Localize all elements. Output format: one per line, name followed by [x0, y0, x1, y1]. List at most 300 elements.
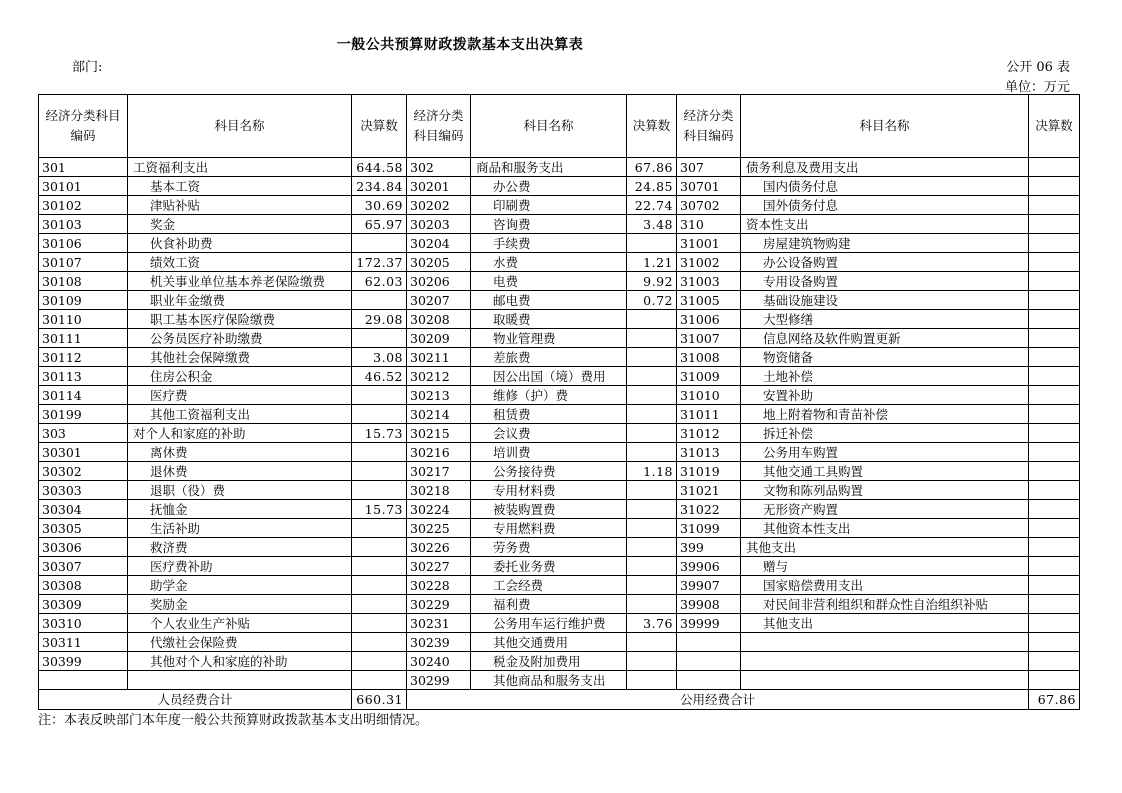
- amount-cell-2: 3.48: [627, 215, 677, 234]
- amount-cell-3: [1029, 462, 1080, 481]
- amount-cell-2: 1.18: [627, 462, 677, 481]
- amount-cell-3: [1029, 614, 1080, 633]
- code-cell-1: 30199: [39, 405, 128, 424]
- code-cell-1: 30110: [39, 310, 128, 329]
- amount-cell-1: [352, 234, 407, 253]
- table-row: [39, 310, 1080, 329]
- code-cell-3: [677, 671, 741, 690]
- name-cell-1: 津贴补贴: [128, 196, 352, 215]
- code-cell-2: 30207: [407, 291, 471, 310]
- amount-cell-1: 15.73: [352, 500, 407, 519]
- code-cell-3: 31003: [677, 272, 741, 291]
- table-row: [39, 576, 1080, 595]
- code-cell-1: 30101: [39, 177, 128, 196]
- code-cell-3: 31006: [677, 310, 741, 329]
- code-cell-2: 30228: [407, 576, 471, 595]
- table-row: [39, 538, 1080, 557]
- name-cell-1: 生活补助: [128, 519, 352, 538]
- table-row: [39, 272, 1080, 291]
- table-row: [39, 234, 1080, 253]
- header-amount-2: 决算数: [627, 95, 677, 158]
- amount-cell-3: [1029, 424, 1080, 443]
- name-cell-3: 办公设备购置: [741, 253, 1029, 272]
- code-cell-2: 30209: [407, 329, 471, 348]
- amount-cell-3: [1029, 652, 1080, 671]
- code-cell-2: 30229: [407, 595, 471, 614]
- amount-cell-1: 29.08: [352, 310, 407, 329]
- amount-cell-2: [627, 329, 677, 348]
- amount-cell-3: [1029, 500, 1080, 519]
- footnote: 注：本表反映部门本年度一般公共预算财政拨款基本支出明细情况。: [38, 713, 429, 728]
- amount-cell-3: [1029, 367, 1080, 386]
- totals-row: [39, 690, 1080, 710]
- code-cell-2: 30240: [407, 652, 471, 671]
- code-cell-2: 30216: [407, 443, 471, 462]
- code-cell-2: 30227: [407, 557, 471, 576]
- code-cell-1: 30304: [39, 500, 128, 519]
- code-cell-1: 30399: [39, 652, 128, 671]
- table-row: [39, 177, 1080, 196]
- amount-cell-3: [1029, 348, 1080, 367]
- name-cell-1: 职业年金缴费: [128, 291, 352, 310]
- code-cell-3: [677, 652, 741, 671]
- header-amount-3: 决算数: [1029, 95, 1080, 158]
- code-cell-1: 30303: [39, 481, 128, 500]
- code-cell-3: 30701: [677, 177, 741, 196]
- code-cell-2: 30211: [407, 348, 471, 367]
- table-row: [39, 367, 1080, 386]
- name-cell-3: 对民间非营利组织和群众性自治组织补贴: [741, 595, 1029, 614]
- name-cell-1: 奖金: [128, 215, 352, 234]
- name-cell-3: 物资储备: [741, 348, 1029, 367]
- table-row: [39, 557, 1080, 576]
- name-cell-2: 专用材料费: [471, 481, 627, 500]
- amount-cell-1: [352, 519, 407, 538]
- amount-cell-1: [352, 633, 407, 652]
- unit-label: 单位：万元: [1004, 80, 1070, 95]
- code-cell-3: 31099: [677, 519, 741, 538]
- amount-cell-3: [1029, 329, 1080, 348]
- expenditure-table: [38, 94, 1080, 710]
- name-cell-2: 租赁费: [471, 405, 627, 424]
- code-cell-1: 30108: [39, 272, 128, 291]
- name-cell-1: 退职（役）费: [128, 481, 352, 500]
- amount-cell-2: 0.72: [627, 291, 677, 310]
- name-cell-1: 助学金: [128, 576, 352, 595]
- name-cell-3: 国外债务付息: [741, 196, 1029, 215]
- code-cell-2: 30217: [407, 462, 471, 481]
- table-row: [39, 671, 1080, 690]
- code-cell-1: 30305: [39, 519, 128, 538]
- code-cell-3: 31009: [677, 367, 741, 386]
- code-cell-1: 30311: [39, 633, 128, 652]
- code-cell-1: 30103: [39, 215, 128, 234]
- name-cell-1: 公务员医疗补助缴费: [128, 329, 352, 348]
- code-cell-1: 30308: [39, 576, 128, 595]
- amount-cell-3: [1029, 272, 1080, 291]
- table-row: [39, 253, 1080, 272]
- code-cell-3: 39906: [677, 557, 741, 576]
- code-cell-1: 30309: [39, 595, 128, 614]
- public-total-value: 67.86: [1029, 690, 1080, 710]
- code-cell-2: 30206: [407, 272, 471, 291]
- name-cell-1: [128, 671, 352, 690]
- table-row: [39, 519, 1080, 538]
- table-row: [39, 158, 1080, 177]
- table-row: [39, 215, 1080, 234]
- amount-cell-3: [1029, 481, 1080, 500]
- name-cell-3: 公务用车购置: [741, 443, 1029, 462]
- amount-cell-3: [1029, 253, 1080, 272]
- name-cell-2: 培训费: [471, 443, 627, 462]
- code-cell-3: 39908: [677, 595, 741, 614]
- table-row: [39, 291, 1080, 310]
- amount-cell-1: [352, 595, 407, 614]
- code-cell-3: 31010: [677, 386, 741, 405]
- code-cell-1: 30107: [39, 253, 128, 272]
- amount-cell-2: [627, 443, 677, 462]
- name-cell-3: [741, 633, 1029, 652]
- amount-cell-2: [627, 234, 677, 253]
- name-cell-1: 医疗费补助: [128, 557, 352, 576]
- name-cell-1: 离休费: [128, 443, 352, 462]
- name-cell-3: 拆迁补偿: [741, 424, 1029, 443]
- amount-cell-2: [627, 367, 677, 386]
- amount-cell-3: [1029, 671, 1080, 690]
- amount-cell-3: [1029, 557, 1080, 576]
- name-cell-3: 大型修缮: [741, 310, 1029, 329]
- code-cell-2: 30204: [407, 234, 471, 253]
- name-cell-3: 其他支出: [741, 538, 1029, 557]
- name-cell-1: 职工基本医疗保险缴费: [128, 310, 352, 329]
- code-cell-3: 31002: [677, 253, 741, 272]
- amount-cell-1: [352, 481, 407, 500]
- header-name-3: 科目名称: [741, 95, 1029, 158]
- amount-cell-2: 9.92: [627, 272, 677, 291]
- amount-cell-1: 234.84: [352, 177, 407, 196]
- table-row: [39, 196, 1080, 215]
- name-cell-2: 劳务费: [471, 538, 627, 557]
- code-cell-2: 30215: [407, 424, 471, 443]
- amount-cell-1: [352, 576, 407, 595]
- name-cell-1: 退休费: [128, 462, 352, 481]
- name-cell-3: 基础设施建设: [741, 291, 1029, 310]
- name-cell-2: 维修（护）费: [471, 386, 627, 405]
- header-code-1: 经济分类科目编码: [39, 95, 128, 158]
- name-cell-3: [741, 671, 1029, 690]
- code-cell-1: [39, 671, 128, 690]
- amount-cell-2: 24.85: [627, 177, 677, 196]
- amount-cell-3: [1029, 538, 1080, 557]
- header-code-3: 经济分类科目编码: [677, 95, 741, 158]
- name-cell-2: 办公费: [471, 177, 627, 196]
- name-cell-1: 抚恤金: [128, 500, 352, 519]
- name-cell-3: 文物和陈列品购置: [741, 481, 1029, 500]
- department-label: 部门:: [72, 60, 103, 75]
- amount-cell-1: [352, 671, 407, 690]
- amount-cell-2: 22.74: [627, 196, 677, 215]
- name-cell-1: 奖励金: [128, 595, 352, 614]
- amount-cell-1: [352, 405, 407, 424]
- amount-cell-1: [352, 386, 407, 405]
- name-cell-3: 国内债务付息: [741, 177, 1029, 196]
- amount-cell-1: [352, 329, 407, 348]
- name-cell-2: 电费: [471, 272, 627, 291]
- code-cell-3: 39999: [677, 614, 741, 633]
- header-name-1: 科目名称: [128, 95, 352, 158]
- code-cell-3: 31013: [677, 443, 741, 462]
- code-cell-1: 30114: [39, 386, 128, 405]
- name-cell-2: 手续费: [471, 234, 627, 253]
- amount-cell-3: [1029, 386, 1080, 405]
- name-cell-2: 税金及附加费用: [471, 652, 627, 671]
- name-cell-2: 公务接待费: [471, 462, 627, 481]
- amount-cell-2: [627, 348, 677, 367]
- amount-cell-3: [1029, 177, 1080, 196]
- name-cell-3: 专用设备购置: [741, 272, 1029, 291]
- name-cell-2: 福利费: [471, 595, 627, 614]
- code-cell-2: 30225: [407, 519, 471, 538]
- code-cell-2: 30205: [407, 253, 471, 272]
- amount-cell-1: 30.69: [352, 196, 407, 215]
- amount-cell-2: [627, 386, 677, 405]
- header-amount-1: 决算数: [352, 95, 407, 158]
- name-cell-2: 工会经费: [471, 576, 627, 595]
- name-cell-1: 伙食补助费: [128, 234, 352, 253]
- name-cell-2: 委托业务费: [471, 557, 627, 576]
- personnel-total-value: 660.31: [352, 690, 407, 710]
- amount-cell-1: [352, 443, 407, 462]
- table-row: [39, 386, 1080, 405]
- code-cell-1: 303: [39, 424, 128, 443]
- amount-cell-1: [352, 538, 407, 557]
- code-cell-1: 30113: [39, 367, 128, 386]
- table-row: [39, 462, 1080, 481]
- name-cell-2: 物业管理费: [471, 329, 627, 348]
- code-cell-1: 301: [39, 158, 128, 177]
- amount-cell-1: [352, 614, 407, 633]
- amount-cell-2: [627, 405, 677, 424]
- name-cell-3: 地上附着物和青苗补偿: [741, 405, 1029, 424]
- name-cell-1: 代缴社会保险费: [128, 633, 352, 652]
- code-cell-2: 30226: [407, 538, 471, 557]
- code-cell-2: 30213: [407, 386, 471, 405]
- amount-cell-3: [1029, 443, 1080, 462]
- name-cell-3: 土地补偿: [741, 367, 1029, 386]
- table-row: [39, 614, 1080, 633]
- amount-cell-1: 46.52: [352, 367, 407, 386]
- name-cell-2: 商品和服务支出: [471, 158, 627, 177]
- name-cell-2: 差旅费: [471, 348, 627, 367]
- amount-cell-3: [1029, 519, 1080, 538]
- amount-cell-2: [627, 519, 677, 538]
- amount-cell-2: [627, 595, 677, 614]
- code-cell-3: 31022: [677, 500, 741, 519]
- amount-cell-1: [352, 462, 407, 481]
- table-row: [39, 595, 1080, 614]
- code-cell-2: 30202: [407, 196, 471, 215]
- name-cell-2: 印刷费: [471, 196, 627, 215]
- header-code-2: 经济分类科目编码: [407, 95, 471, 158]
- name-cell-2: 专用燃料费: [471, 519, 627, 538]
- code-cell-2: 30218: [407, 481, 471, 500]
- header-name-2: 科目名称: [471, 95, 627, 158]
- name-cell-2: 被装购置费: [471, 500, 627, 519]
- table-number: 公开 06 表: [1006, 60, 1070, 75]
- amount-cell-2: [627, 633, 677, 652]
- amount-cell-3: [1029, 633, 1080, 652]
- name-cell-1: 医疗费: [128, 386, 352, 405]
- amount-cell-3: [1029, 595, 1080, 614]
- code-cell-1: 30112: [39, 348, 128, 367]
- code-cell-2: 30212: [407, 367, 471, 386]
- name-cell-1: 住房公积金: [128, 367, 352, 386]
- amount-cell-3: [1029, 310, 1080, 329]
- name-cell-3: 赠与: [741, 557, 1029, 576]
- code-cell-3: 31007: [677, 329, 741, 348]
- code-cell-1: 30102: [39, 196, 128, 215]
- name-cell-2: 其他商品和服务支出: [471, 671, 627, 690]
- table-row: [39, 405, 1080, 424]
- amount-cell-1: [352, 557, 407, 576]
- amount-cell-3: [1029, 234, 1080, 253]
- amount-cell-3: [1029, 196, 1080, 215]
- name-cell-3: [741, 652, 1029, 671]
- amount-cell-3: [1029, 405, 1080, 424]
- amount-cell-3: [1029, 158, 1080, 177]
- name-cell-1: 工资福利支出: [128, 158, 352, 177]
- table-body: [39, 158, 1080, 690]
- amount-cell-3: [1029, 215, 1080, 234]
- name-cell-1: 其他社会保障缴费: [128, 348, 352, 367]
- name-cell-1: 机关事业单位基本养老保险缴费: [128, 272, 352, 291]
- personnel-total-label: 人员经费合计: [39, 690, 352, 710]
- code-cell-2: 30214: [407, 405, 471, 424]
- amount-cell-1: 15.73: [352, 424, 407, 443]
- name-cell-3: 国家赔偿费用支出: [741, 576, 1029, 595]
- name-cell-2: 因公出国（境）费用: [471, 367, 627, 386]
- name-cell-1: 其他对个人和家庭的补助: [128, 652, 352, 671]
- amount-cell-2: [627, 652, 677, 671]
- code-cell-2: 30231: [407, 614, 471, 633]
- code-cell-3: 39907: [677, 576, 741, 595]
- name-cell-1: 其他工资福利支出: [128, 405, 352, 424]
- table-row: [39, 348, 1080, 367]
- name-cell-3: 其他交通工具购置: [741, 462, 1029, 481]
- name-cell-2: 咨询费: [471, 215, 627, 234]
- code-cell-3: 30702: [677, 196, 741, 215]
- table-row: [39, 424, 1080, 443]
- amount-cell-2: 3.76: [627, 614, 677, 633]
- amount-cell-2: [627, 310, 677, 329]
- code-cell-2: 30224: [407, 500, 471, 519]
- name-cell-1: 基本工资: [128, 177, 352, 196]
- code-cell-3: 31008: [677, 348, 741, 367]
- amount-cell-2: 1.21: [627, 253, 677, 272]
- name-cell-2: 水费: [471, 253, 627, 272]
- name-cell-3: 其他资本性支出: [741, 519, 1029, 538]
- code-cell-1: 30306: [39, 538, 128, 557]
- amount-cell-2: [627, 424, 677, 443]
- amount-cell-1: [352, 652, 407, 671]
- code-cell-1: 30301: [39, 443, 128, 462]
- name-cell-3: 无形资产购置: [741, 500, 1029, 519]
- amount-cell-1: [352, 291, 407, 310]
- code-cell-1: 30109: [39, 291, 128, 310]
- code-cell-3: 31021: [677, 481, 741, 500]
- amount-cell-3: [1029, 576, 1080, 595]
- name-cell-3: 安置补助: [741, 386, 1029, 405]
- amount-cell-2: [627, 671, 677, 690]
- table-row: [39, 329, 1080, 348]
- code-cell-3: 31001: [677, 234, 741, 253]
- amount-cell-2: [627, 557, 677, 576]
- amount-cell-2: 67.86: [627, 158, 677, 177]
- code-cell-2: 30299: [407, 671, 471, 690]
- amount-cell-2: [627, 481, 677, 500]
- name-cell-1: 绩效工资: [128, 253, 352, 272]
- table-header-row: [39, 95, 1080, 158]
- code-cell-3: 310: [677, 215, 741, 234]
- code-cell-1: 30106: [39, 234, 128, 253]
- page-title: 一般公共预算财政拨款基本支出决算表: [336, 37, 584, 53]
- name-cell-2: 会议费: [471, 424, 627, 443]
- code-cell-3: 31011: [677, 405, 741, 424]
- table-row: [39, 633, 1080, 652]
- table-row: [39, 443, 1080, 462]
- amount-cell-1: 65.97: [352, 215, 407, 234]
- code-cell-2: 30201: [407, 177, 471, 196]
- code-cell-3: [677, 633, 741, 652]
- name-cell-3: 信息网络及软件购置更新: [741, 329, 1029, 348]
- amount-cell-3: [1029, 291, 1080, 310]
- amount-cell-1: 644.58: [352, 158, 407, 177]
- name-cell-1: 对个人和家庭的补助: [128, 424, 352, 443]
- amount-cell-2: [627, 576, 677, 595]
- name-cell-2: 其他交通费用: [471, 633, 627, 652]
- code-cell-1: 30310: [39, 614, 128, 633]
- code-cell-1: 30111: [39, 329, 128, 348]
- name-cell-1: 救济费: [128, 538, 352, 557]
- code-cell-3: 31012: [677, 424, 741, 443]
- public-total-label: 公用经费合计: [407, 690, 1029, 710]
- name-cell-2: 邮电费: [471, 291, 627, 310]
- code-cell-2: 30208: [407, 310, 471, 329]
- code-cell-2: 30239: [407, 633, 471, 652]
- code-cell-1: 30307: [39, 557, 128, 576]
- table-row: [39, 652, 1080, 671]
- name-cell-3: 资本性支出: [741, 215, 1029, 234]
- amount-cell-2: [627, 538, 677, 557]
- name-cell-3: 债务利息及费用支出: [741, 158, 1029, 177]
- name-cell-3: 其他支出: [741, 614, 1029, 633]
- amount-cell-2: [627, 500, 677, 519]
- code-cell-2: 302: [407, 158, 471, 177]
- table-row: [39, 481, 1080, 500]
- code-cell-3: 307: [677, 158, 741, 177]
- name-cell-1: 个人农业生产补贴: [128, 614, 352, 633]
- table-row: [39, 500, 1080, 519]
- code-cell-3: 31005: [677, 291, 741, 310]
- name-cell-3: 房屋建筑物购建: [741, 234, 1029, 253]
- amount-cell-1: 3.08: [352, 348, 407, 367]
- name-cell-2: 公务用车运行维护费: [471, 614, 627, 633]
- code-cell-3: 399: [677, 538, 741, 557]
- code-cell-3: 31019: [677, 462, 741, 481]
- amount-cell-1: 172.37: [352, 253, 407, 272]
- name-cell-2: 取暖费: [471, 310, 627, 329]
- code-cell-1: 30302: [39, 462, 128, 481]
